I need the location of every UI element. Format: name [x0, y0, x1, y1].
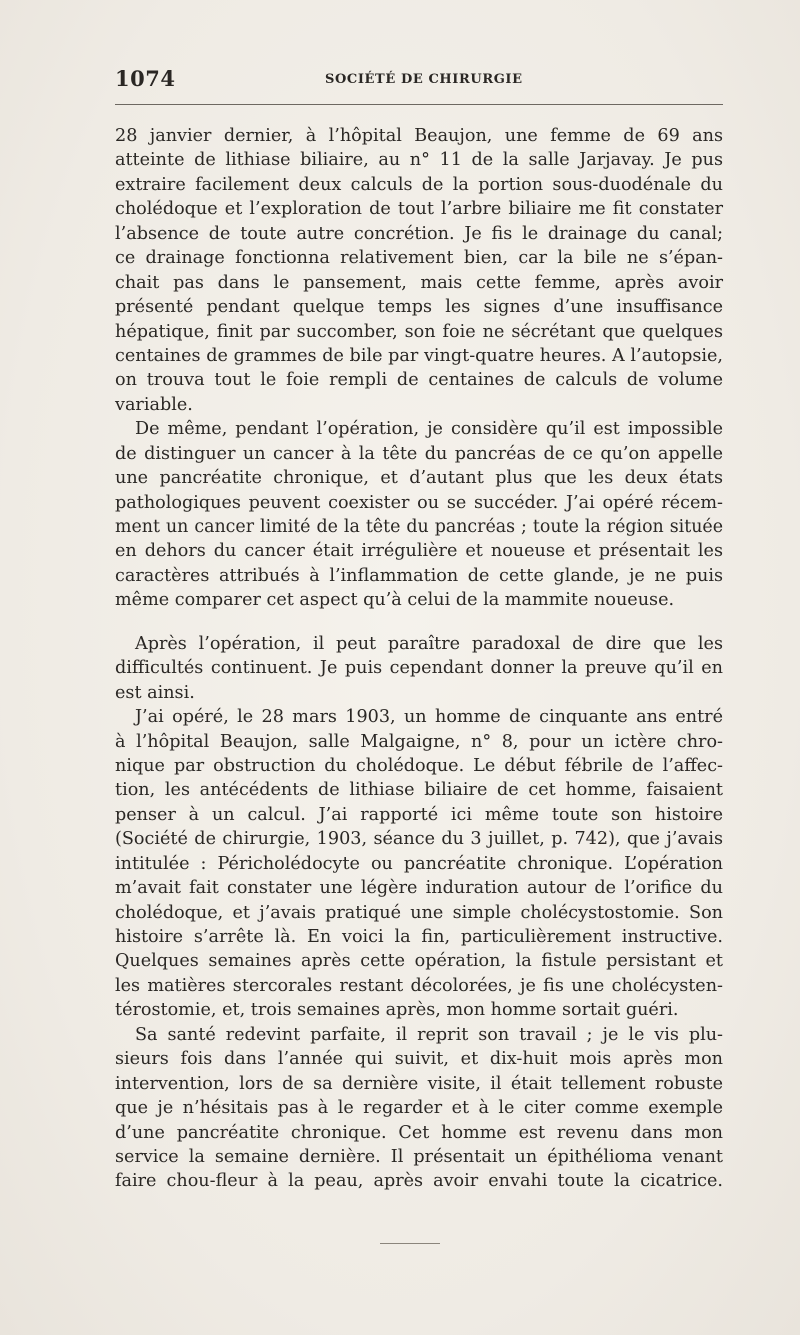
text-line: à l’hôpital Beaujon, salle Malgaigne, n° 8, pour un ictère chro-: [115, 731, 723, 752]
text-line: térostomie, et, trois semaines après, mon homme sortait guéri.: [115, 1000, 679, 1021]
text-line: m’avait fait constater une légère induration autour de l’orifice du: [115, 878, 723, 899]
section-gap: [115, 613, 723, 632]
text-line: extraire facilement deux calculs de la portion sous-duodénale du: [115, 174, 723, 195]
text-line: cholédoque, et j’avais pratiqué une simple cholécystostomie. Son: [115, 902, 723, 923]
text-line: service la semaine dernière. Il présentait un épithélioma venant: [115, 1146, 723, 1167]
text-line: difficultés continuent. Je puis cependant donner la preuve qu’il en: [115, 658, 723, 679]
footer-rule: [380, 1243, 440, 1244]
page-number: 1074: [115, 66, 176, 91]
text-line: tion, les antécédents de lithiase biliaire de cet homme, faisaient: [115, 780, 723, 801]
text-line: De même, pendant l’opération, je considère qu’il est impossible: [135, 419, 723, 440]
text-line: les matières stercorales restant décolorées, je fis une cholécysten-: [115, 975, 723, 996]
text-line: centaines de grammes de bile par vingt-quatre heures. A l’autopsie,: [115, 345, 723, 366]
header-rule: [115, 104, 723, 105]
text-line: de distinguer un cancer à la tête du pancréas de ce qu’on appelle: [115, 443, 723, 464]
text-line: cholédoque et l’exploration de tout l’arbre biliaire me fit constater: [115, 199, 723, 220]
text-line: hépatique, finit par succomber, son foie ne sécrétant que quelques: [115, 321, 723, 342]
text-line: intitulée : Péricholédocyte ou pancréatite chronique. L’opération: [115, 853, 723, 874]
paragraph-5: [115, 1023, 723, 1194]
text-line: d’une pancréatite chronique. Cet homme est revenu dans mon: [115, 1122, 723, 1143]
body-text: [115, 124, 723, 1194]
text-line: caractères attribués à l’inflammation de cette glande, je ne puis: [115, 565, 723, 586]
text-line: penser à un calcul. J’ai rapporté ici même toute son histoire: [115, 804, 723, 825]
text-line: l’absence de toute autre concrétion. Je fis le drainage du canal;: [115, 223, 723, 244]
paragraph-4: [115, 705, 723, 1023]
text-line: histoire s’arrête là. En voici la fin, particulièrement instructive.: [115, 927, 723, 947]
text-line: ce drainage fonctionna relativement bien, car la bile ne s’épan-: [115, 248, 723, 269]
text-line: atteinte de lithiase biliaire, au n° 11 de la salle Jarjavay. Je pus: [115, 150, 723, 171]
paragraph-1: [115, 124, 723, 417]
text-line: pathologiques peuvent coexister ou se succéder. J’ai opéré récem-: [115, 492, 723, 513]
paragraph-3: [115, 632, 723, 705]
text-line: présenté pendant quelque temps les signes d’une insuffisance: [115, 297, 723, 318]
text-line: faire chou-fleur à la peau, après avoir envahi toute la cicatrice.: [115, 1171, 723, 1192]
text-line: en dehors du cancer était irrégulière et noueuse et présentait les: [115, 541, 723, 562]
text-line: sieurs fois dans l’année qui suivit, et dix-huit mois après mon: [115, 1049, 723, 1070]
paragraph-2: [115, 417, 723, 613]
text-line: Sa santé redevint parfaite, il reprit son travail ; je le vis plu-: [135, 1024, 723, 1045]
text-line: variable.: [115, 394, 193, 415]
page-header: [115, 66, 723, 96]
text-line: Après l’opération, il peut paraître paradoxal de dire que les: [135, 633, 723, 654]
text-line: chait pas dans le pansement, mais cette femme, après avoir: [115, 272, 723, 293]
text-line: est ainsi.: [115, 682, 195, 703]
text-line: une pancréatite chronique, et d’autant plus que les deux états: [115, 468, 723, 489]
text-line: ment un cancer limité de la tête du pancréas ; toute la région située: [115, 517, 723, 537]
text-line: que je n’hésitais pas à le regarder et à le citer comme exemple: [115, 1098, 723, 1119]
text-line: on trouva tout le foie rempli de centaines de calculs de volume: [115, 370, 723, 391]
text-line: Quelques semaines après cette opération, la fistule persistant et: [115, 951, 723, 972]
text-line: J’ai opéré, le 28 mars 1903, un homme de cinquante ans entré: [135, 707, 723, 728]
text-line: intervention, lors de sa dernière visite, il était tellement robuste: [115, 1073, 723, 1094]
text-line: (Société de chirurgie, 1903, séance du 3 juillet, p. 742), que j’avais: [115, 829, 723, 850]
text-line: 28 janvier dernier, à l’hôpital Beaujon, une femme de 69 ans: [115, 126, 723, 146]
running-title: SOCIÉTÉ DE CHIRURGIE: [325, 72, 523, 87]
text-line: même comparer cet aspect qu’à celui de la mammite noueuse.: [115, 590, 675, 611]
text-line: nique par obstruction du cholédoque. Le début fébrile de l’affec-: [115, 755, 723, 776]
